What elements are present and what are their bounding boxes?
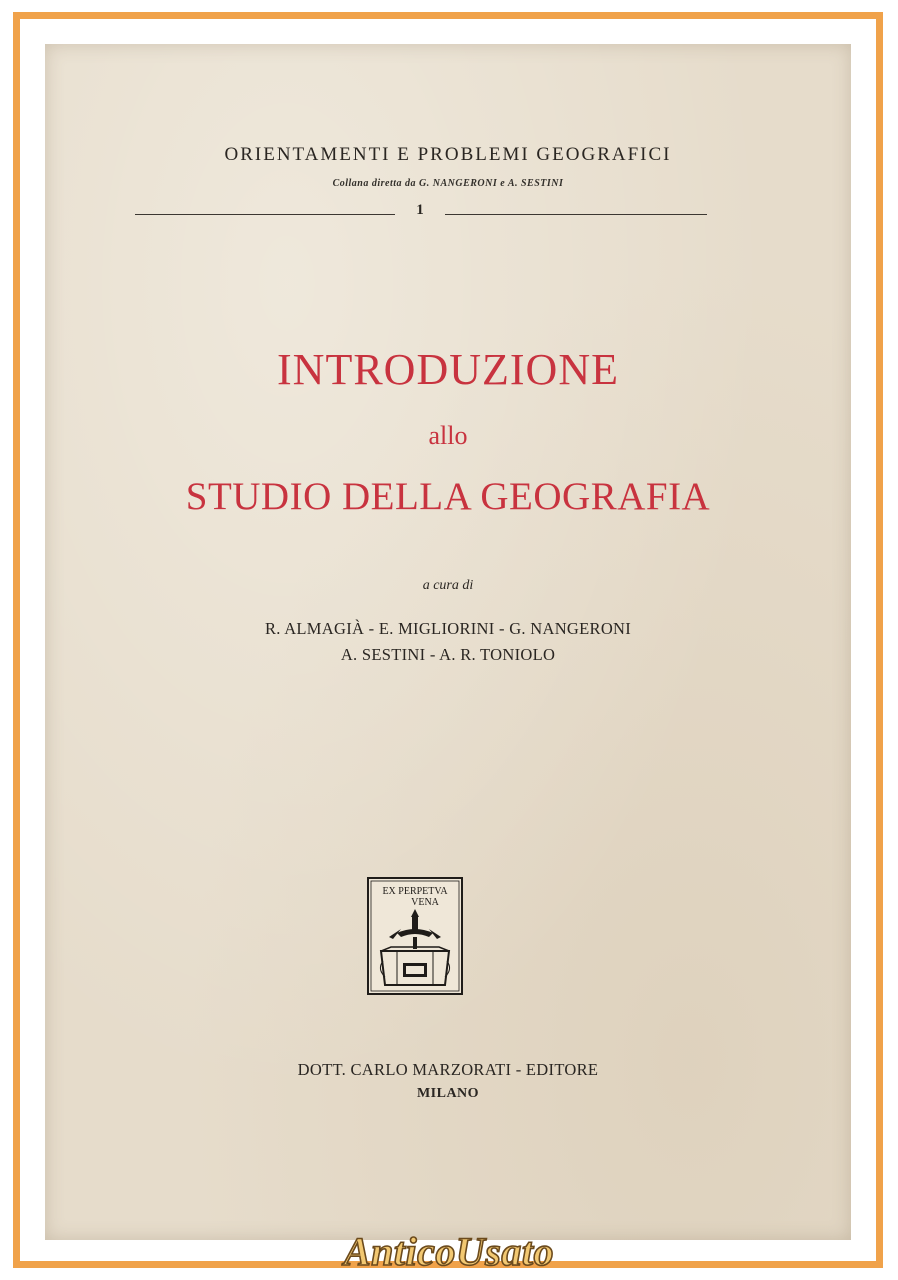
title-connector: allo — [428, 421, 468, 450]
divider-left — [135, 214, 395, 215]
publisher-emblem-icon — [367, 877, 463, 995]
series-editors: Collana diretta da G. NANGERONI e A. SESTINI — [332, 178, 564, 189]
authors-line-1: R. ALMAGIÀ - E. MIGLIORINI - G. NANGERONI — [264, 619, 632, 638]
publisher-name: DOTT. CARLO MARZORATI - EDITORE — [297, 1060, 599, 1079]
emblem-motto-2: VENA — [411, 897, 439, 908]
book-title: INTRODUZIONE — [277, 345, 619, 394]
curated-by-label: a cura di — [422, 578, 474, 593]
book-cover — [45, 44, 851, 1240]
emblem-motto-1: EX PERPETVA — [382, 886, 448, 897]
publisher-city: MILANO — [416, 1086, 480, 1101]
book-subtitle: STUDIO DELLA GEOGRAFIA — [185, 475, 711, 518]
divider-right — [445, 214, 707, 215]
series-title: ORIENTAMENTI E PROBLEMI GEOGRAFICI — [224, 144, 672, 165]
seller-watermark-logo: AnticoUsato — [344, 1229, 554, 1274]
authors-line-2: A. SESTINI - A. R. TONIOLO — [340, 645, 556, 664]
series-number: 1 — [416, 202, 424, 218]
